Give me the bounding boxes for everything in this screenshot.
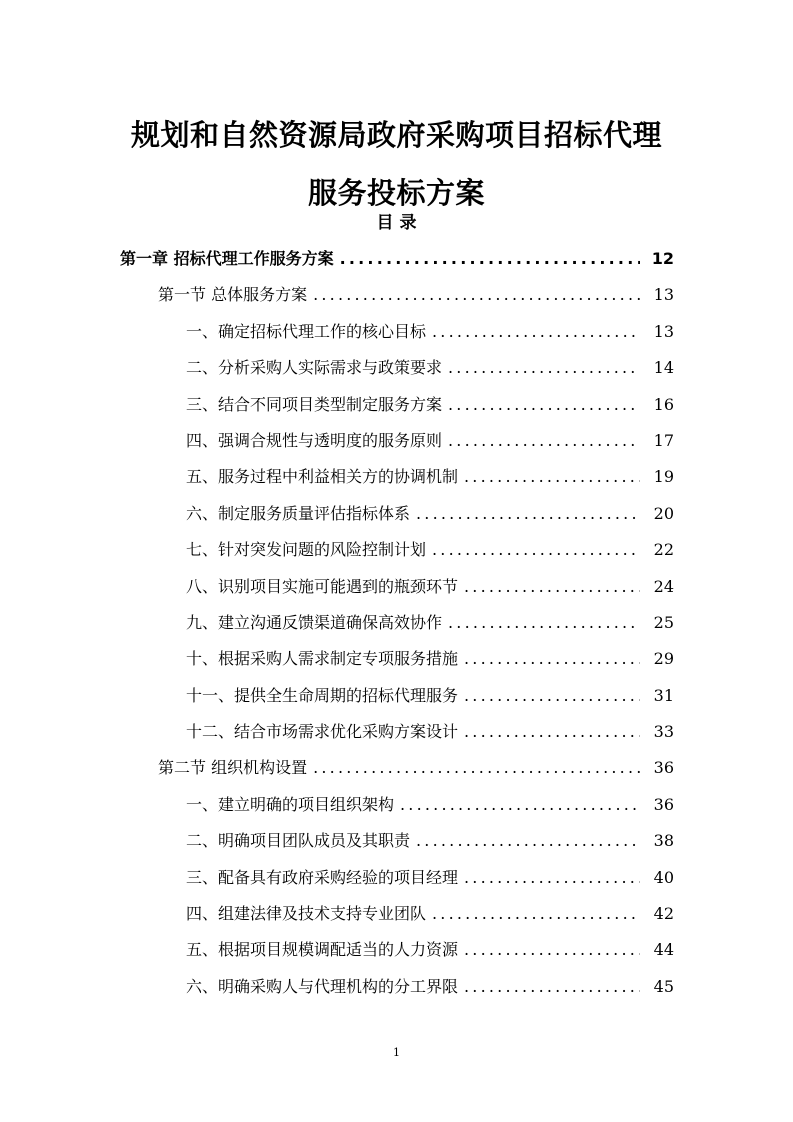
toc-entry-title: 十二、结合市场需求优化采购方案设计: [186, 722, 459, 742]
toc-entry[interactable]: [0, 499, 793, 535]
toc-entry-page-number: 44: [653, 940, 674, 960]
toc-entry[interactable]: [0, 353, 793, 389]
toc-entry[interactable]: [0, 426, 793, 462]
toc-dot-leader: [340, 244, 640, 274]
toc-entry[interactable]: [0, 462, 793, 498]
toc-entry-title: 六、明确采购人与代理机构的分工界限: [186, 976, 459, 996]
toc-entry-page-number: 40: [653, 867, 674, 887]
toc-entry-title: 七、针对突发问题的风险控制计划: [186, 540, 427, 560]
toc-dot-leader: [464, 681, 640, 711]
toc-entry[interactable]: [0, 280, 793, 316]
toc-entry-title: 四、组建法律及技术支持专业团队: [186, 904, 427, 924]
document-title-line-2: 服务投标方案: [307, 176, 485, 211]
toc-heading: 目 录: [376, 213, 417, 233]
toc-entry-title: 一、建立明确的项目组织架构: [186, 794, 395, 814]
toc-entry[interactable]: [0, 935, 793, 971]
toc-dot-leader: [448, 353, 640, 383]
toc-entry[interactable]: [0, 681, 793, 717]
toc-dot-leader: [432, 535, 640, 565]
toc-entry[interactable]: [0, 826, 793, 862]
toc-entry-title: 八、识别项目实施可能遇到的瓶颈环节: [186, 576, 459, 596]
toc-entry-title: 一、确定招标代理工作的核心目标: [186, 321, 427, 341]
toc-entry-title: 第一章 招标代理工作服务方案: [120, 249, 334, 268]
toc-dot-leader: [313, 753, 640, 783]
toc-entry-title: 三、结合不同项目类型制定服务方案: [186, 394, 443, 414]
toc-entry-page-number: 45: [653, 976, 674, 996]
toc-dot-leader: [464, 644, 640, 674]
toc-entry[interactable]: [0, 753, 793, 789]
toc-entry[interactable]: [0, 790, 793, 826]
toc-entry-page-number: 20: [653, 503, 674, 523]
toc-entry-title: 十、根据采购人需求制定专项服务措施: [186, 649, 459, 669]
toc-dot-leader: [464, 572, 640, 602]
toc-dot-leader: [464, 935, 640, 965]
toc-entry-page-number: 38: [653, 831, 674, 851]
toc-dot-leader: [464, 972, 640, 1002]
toc-entry-title: 第二节 组织机构设置: [158, 758, 308, 778]
toc-entry-title: 五、服务过程中利益相关方的协调机制: [186, 467, 459, 487]
toc-dot-leader: [416, 826, 640, 856]
toc-entry-page-number: 19: [653, 467, 674, 487]
toc-entry[interactable]: [0, 317, 793, 353]
table-of-contents: [0, 244, 793, 1008]
toc-entry-page-number: 36: [653, 794, 674, 814]
toc-dot-leader: [448, 426, 640, 456]
toc-dot-leader: [432, 899, 640, 929]
toc-entry-title: 第一节 总体服务方案: [158, 285, 308, 305]
toc-entry[interactable]: [0, 608, 793, 644]
toc-dot-leader: [313, 280, 640, 310]
toc-entry-page-number: 24: [653, 576, 674, 596]
toc-entry-title: 二、明确项目团队成员及其职责: [186, 831, 411, 851]
toc-entry[interactable]: [0, 899, 793, 935]
toc-entry[interactable]: [0, 644, 793, 680]
toc-entry-page-number: 13: [653, 321, 674, 341]
toc-entry[interactable]: [0, 535, 793, 571]
toc-dot-leader: [448, 390, 640, 420]
toc-entry-page-number: 16: [653, 394, 674, 414]
toc-entry-page-number: 31: [653, 685, 674, 705]
toc-entry-page-number: 13: [653, 285, 674, 305]
toc-entry[interactable]: [0, 863, 793, 899]
toc-entry[interactable]: [0, 572, 793, 608]
toc-entry[interactable]: [0, 390, 793, 426]
toc-entry-page-number: 14: [653, 358, 674, 378]
toc-entry-title: 四、强调合规性与透明度的服务原则: [186, 430, 443, 450]
toc-entry-title: 二、分析采购人实际需求与政策要求: [186, 358, 443, 378]
toc-entry-page-number: 25: [653, 612, 674, 632]
toc-dot-leader: [432, 317, 640, 347]
toc-dot-leader: [464, 863, 640, 893]
page-number: 1: [393, 1046, 400, 1059]
toc-entry-page-number: 17: [653, 430, 674, 450]
toc-dot-leader: [464, 462, 640, 492]
toc-entry[interactable]: [0, 972, 793, 1008]
toc-dot-leader: [400, 790, 640, 820]
toc-entry-title: 五、根据项目规模调配适当的人力资源: [186, 940, 459, 960]
toc-dot-leader: [464, 717, 640, 747]
toc-entry-title: 三、配备具有政府采购经验的项目经理: [186, 867, 459, 887]
toc-entry-page-number: 22: [653, 540, 674, 560]
toc-entry-title: 十一、提供全生命周期的招标代理服务: [186, 685, 459, 705]
toc-entry[interactable]: [0, 717, 793, 753]
toc-entry-page-number: 42: [653, 904, 674, 924]
toc-dot-leader: [416, 499, 640, 529]
toc-entry-page-number: 33: [653, 722, 674, 742]
toc-entry-title: 六、制定服务质量评估指标体系: [186, 503, 411, 523]
toc-dot-leader: [448, 608, 640, 638]
toc-entry-page-number: 29: [653, 649, 674, 669]
toc-entry-title: 九、建立沟通反馈渠道确保高效协作: [186, 612, 443, 632]
toc-entry[interactable]: [0, 244, 793, 280]
toc-entry-page-number: 36: [653, 758, 674, 778]
document-title-line-1: 规划和自然资源局政府采购项目招标代理: [130, 118, 662, 153]
toc-entry-page-number: 12: [651, 249, 674, 268]
